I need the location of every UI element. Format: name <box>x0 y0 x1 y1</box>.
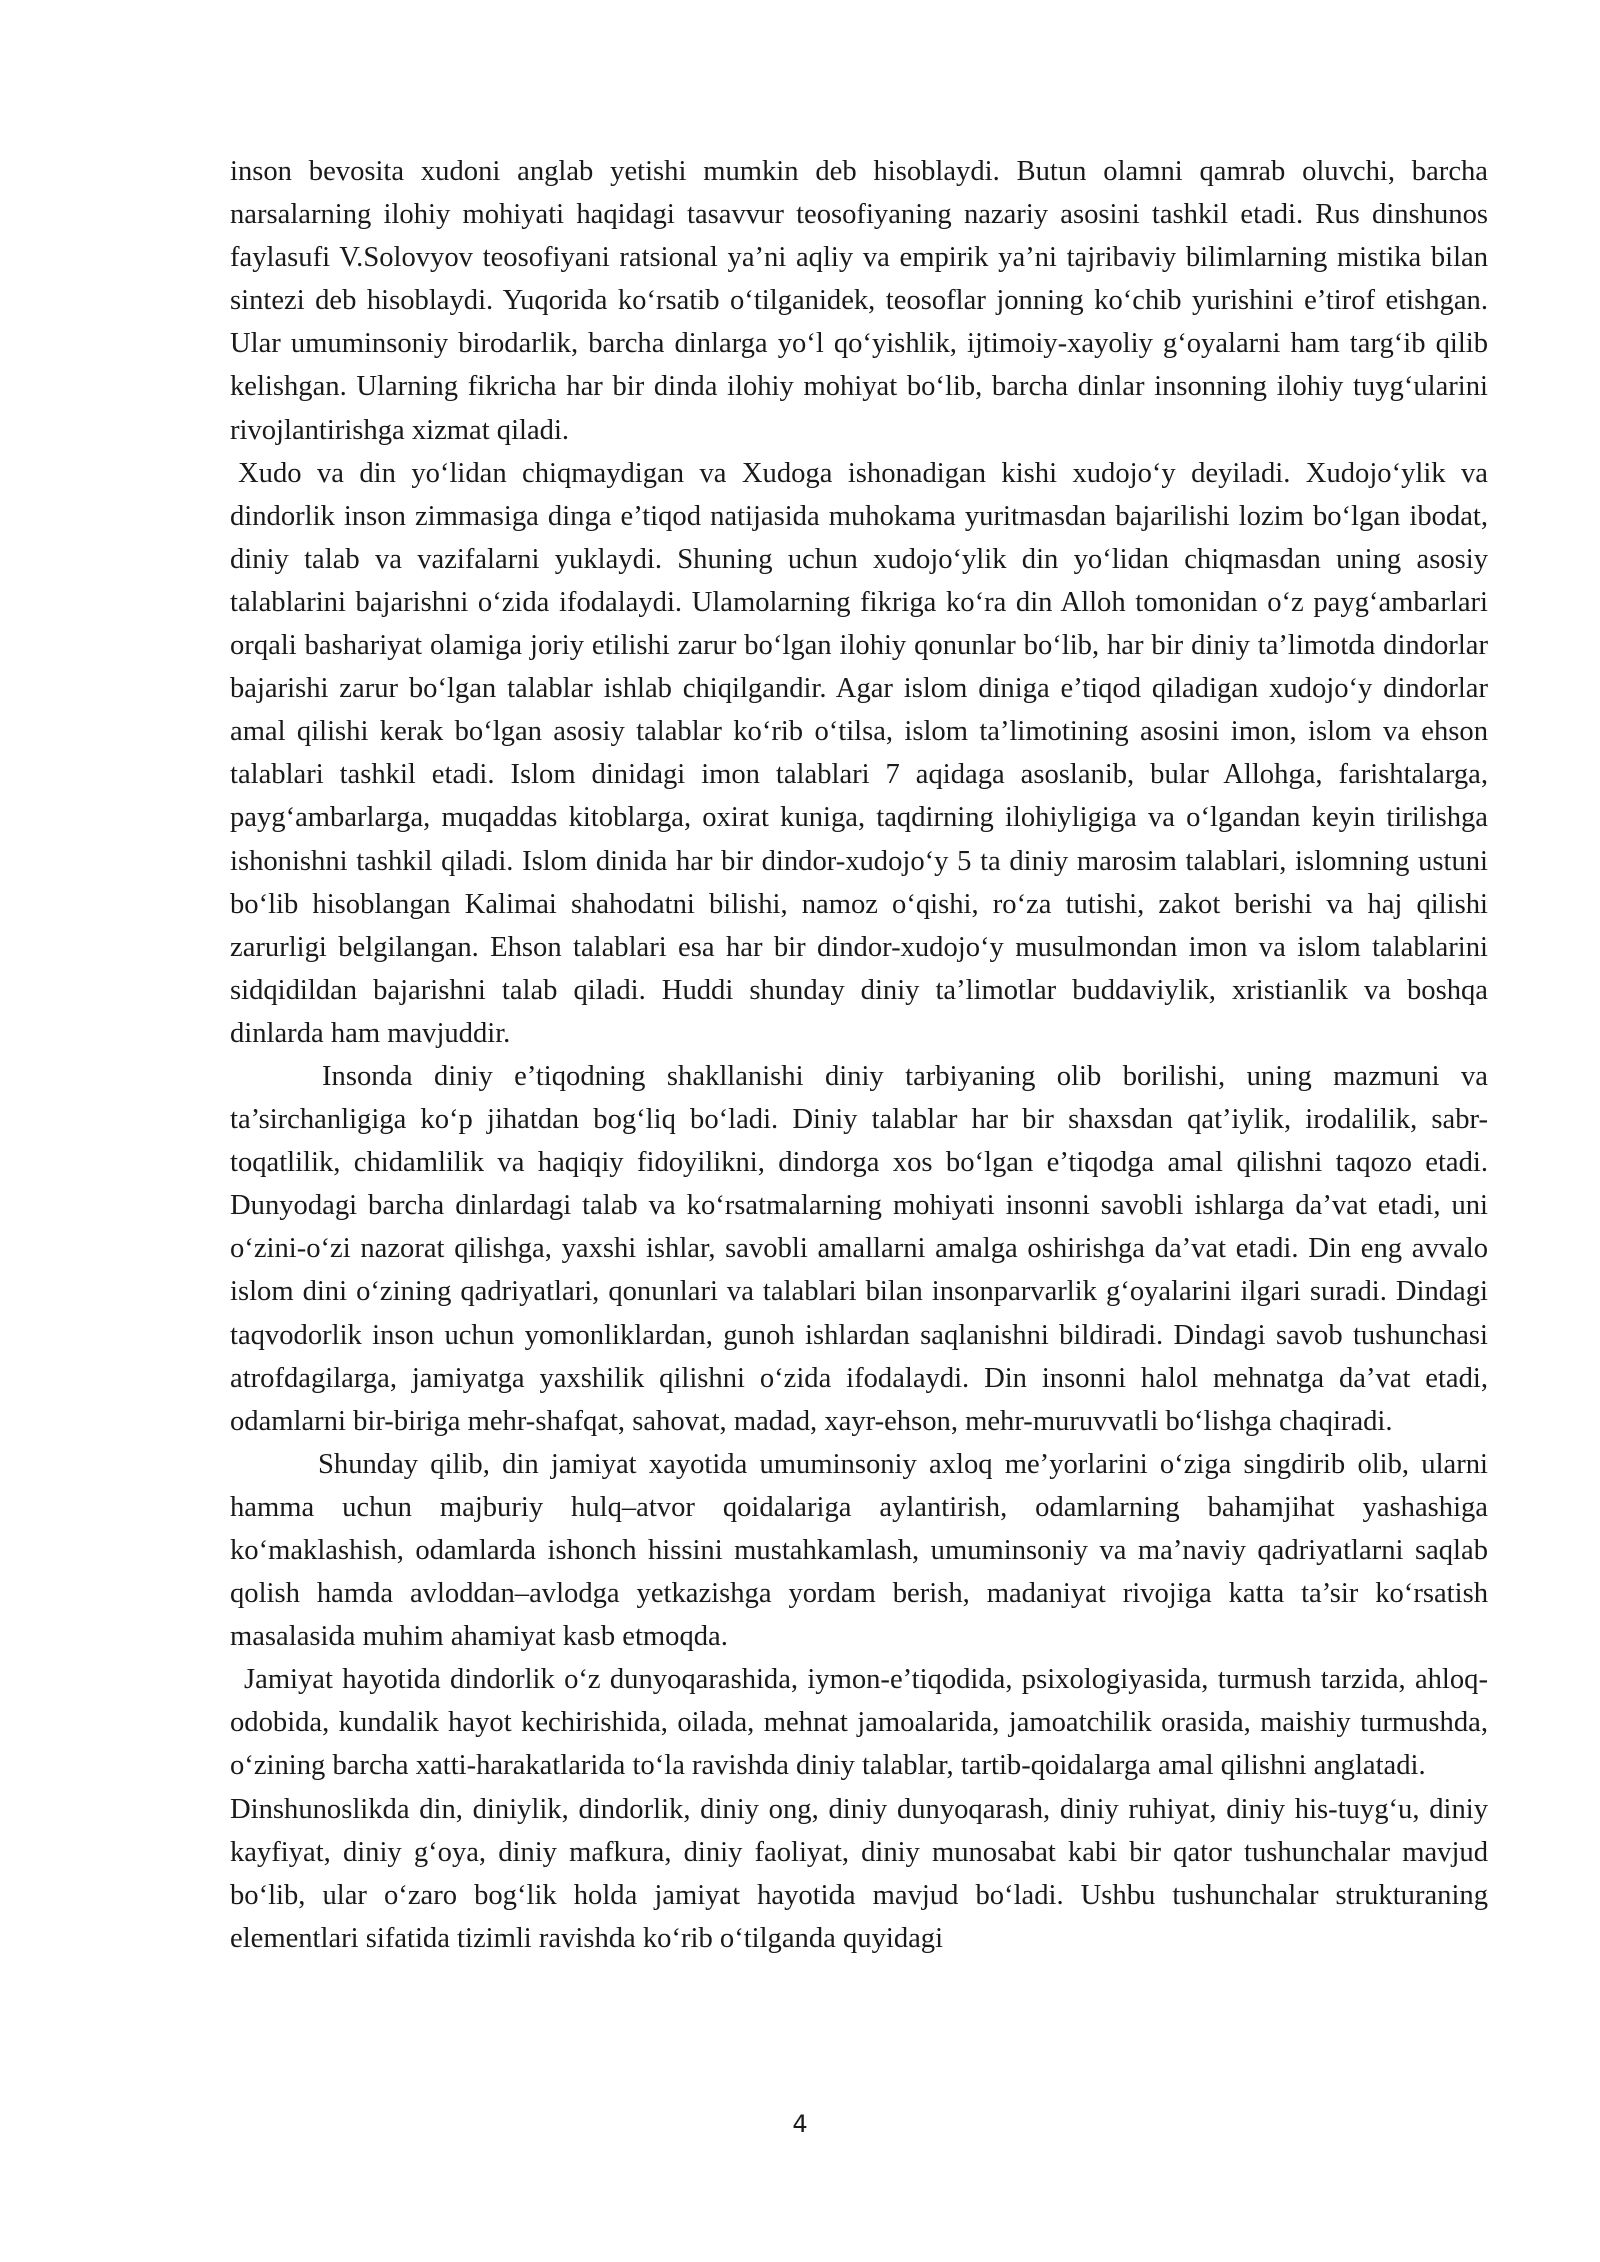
paragraph-dindorlik: Jamiyat hayotida dindorlik oʻz dunyoqarashida, iymon-e’tiqodida, psixologiyasida, turmush tarzida, ahloq-odobida, kundalik hayot kechirishida, oilada, mehnat jamoalarida, jamoatchilik orasida, maishiy turmushda, oʻzining barcha xatti-harakatlarida toʻla ravishda diniy talablar, tartib-qoidalarga amal qilishni anglatadi. <box>230 1664 1488 1782</box>
paragraph-diniy-etiqod: Insonda diniy e’tiqodning shakllanishi diniy tarbiyaning olib borilishi, uning mazmuni va ta’sirchanligiga koʻp jihatdan bogʻliq boʻladi. Diniy talablar har bir shaxsdan qat’iylik, irodalilik, sabr-toqatlilik, chidamlilik va haqiqiy fidoyilikni, dindorga xos boʻlgan e’tiqodga amal qilishni taqozo etadi. Dunyodagi barcha dinlardagi talab va koʻrsatmalarning mohiyati insonni savobli ishlarga da’vat etadi, uni oʻzini-oʻzi nazorat qilishga, yaxshi ishlar, savobli amallarni amalga oshirishga da’vat etadi. Din eng avvalo islom dini oʻzining qadriyatlari, qonunlari va talablari bilan insonparvarlik gʻoyalarini ilgari suradi. Dindagi taqvodorlik inson uchun yomonliklardan, gunoh ishlardan saqlanishni bildiradi. Dindagi savob tushunchasi atrofdagilarga, jamiyatga yaxshilik qilishni oʻzida ifodalaydi. Din insonni halol mehnatga da’vat etadi, odamlarni bir-biriga mehr-shafqat, sahovat, madad, xayr-ehson, mehr-muruvvatli boʻlishga chaqiradi. <box>230 1060 1488 1437</box>
paragraph-dinshunoslik: Dinshunoslikda din, diniylik, dindorlik, diniy ong, diniy dunyoqarash, diniy ruhiyat, diniy his-tuygʻu, diniy kayfiyat, diniy gʻoya, diniy mafkura, diniy faoliyat, diniy munosabat kabi bir qator tushunchalar mavjud boʻlib, ular oʻzaro bogʻlik holda jamiyat hayotida mavjud boʻladi. Ushbu tushunchalar strukturaning elementlari sifatida tizimli ravishda koʻrib oʻtilganda quyidagi <box>230 1793 1488 1954</box>
paragraph-teosofiya: inson bevosita xudoni anglab yetishi mumkin deb hisoblaydi. Butun olamni qamrab oluvchi, barcha narsalarning ilohiy mohiyati haqidagi tasavvur teosofiyaning nazariy asosini tashkil etadi. Rus dinshunos faylasufi V.Solovyov teosofiyani ratsional ya’ni aqliy va empirik ya’ni tajribaviy bilimlarning mistika bilan sintezi deb hisoblaydi. Yuqorida koʻrsatib oʻtilganidek, teosoflar jonning koʻchib yurishini e’tirof etishgan. Ular umuminsoniy birodarlik, barcha dinlarga yoʻl qoʻyishlik, ijtimoiy-xayoliy gʻoyalarni ham targʻib qilib kelishgan. Ularning fikricha har bir dinda ilohiy mohiyat boʻlib, barcha dinlar insonning ilohiy tuygʻularini rivojlantirishga xizmat qiladi. <box>230 156 1488 446</box>
page-number: 4 <box>792 2110 808 2138</box>
paragraph-xudojoylik: Xudo va din yoʻlidan chiqmaydigan va Xudoga ishonadigan kishi xudojoʻy deyiladi. Xudojoʻylik va dindorlik inson zimmasiga dinga e’tiqod natijasida muhokama yuritmasdan bajarilishi lozim boʻlgan ibodat, diniy talab va vazifalarni yuklaydi. Shuning uchun xudojoʻylik din yoʻlidan chiqmasdan uning asosiy talablarini bajarishni oʻzida ifodalaydi. Ulamolarning fikriga koʻra din Alloh tomonidan oʻz paygʻambarlari orqali bashariyat olamiga joriy etilishi zarur boʻlgan ilohiy qonunlar boʻlib, har bir diniy ta’limotda dindorlar bajarishi zarur boʻlgan talablar ishlab chiqilgandir. Agar islom diniga e’tiqod qiladigan xudojoʻy dindorlar amal qilishi kerak boʻlgan asosiy talablar koʻrib oʻtilsa, islom ta’limotining asosini imon, islom va ehson talablari tashkil etadi. Islom dinidagi imon talablari 7 aqidaga asoslanib, bular Allohga, farishtalarga, paygʻambarlarga, muqaddas kitoblarga, oxirat kuniga, taqdirning ilohiyligiga va oʻlgandan keyin tirilishga ishonishni tashkil qiladi. Islom dinida har bir dindor-xudojoʻy 5 ta diniy marosim talablari, islomning ustuni boʻlib hisoblangan Kalimai shahodatni bilishi, namoz oʻqishi, roʻza tutishi, zakot berishi va haj qilishi zarurligi belgilangan. Ehson talablari esa har bir dindor-xudojoʻy musulmondan imon va islom talablarini sidqidildan bajarishni talab qiladi. Huddi shunday diniy ta’limotlar buddaviylik, xristianlik va boshqa dinlarda ham mavjuddir. <box>230 457 1488 1049</box>
paragraph-din-jamiyat: Shunday qilib, din jamiyat xayotida umuminsoniy axloq me’yorlarini oʻziga singdirib olib, ularni hamma uchun majburiy hulq–atvor qoidalariga aylantirish, odamlarning bahamjihat yashashiga koʻmaklashish, odamlarda ishonch hissini mustahkamlash, umuminsoniy va ma’naviy qadriyatlarni saqlab qolish hamda avloddan–avlodga yetkazishga yordam berish, madaniyat rivojiga katta ta’sir koʻrsatish masalasida muhim ahamiyat kasb etmoqda. <box>230 1448 1488 1653</box>
document-body <box>230 150 1488 1960</box>
